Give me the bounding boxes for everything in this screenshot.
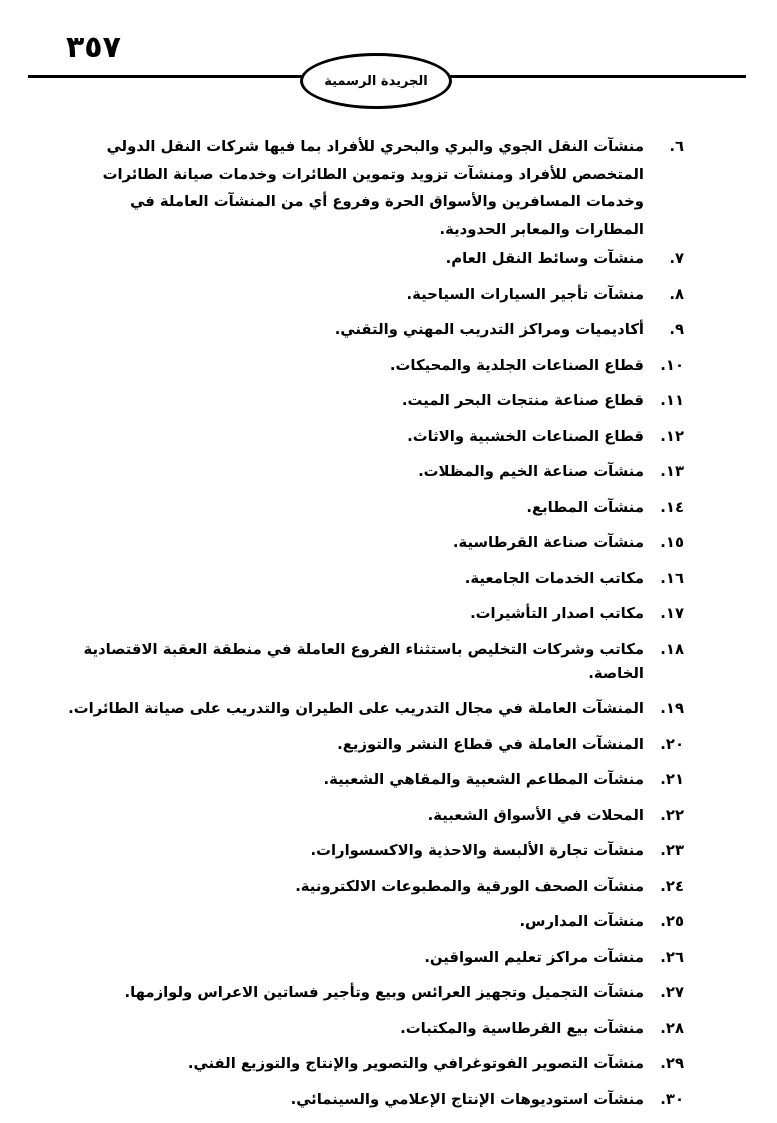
- item-number: ١٨.: [660, 640, 684, 658]
- list-item: [64, 946, 684, 970]
- item-number: ٢٠.: [660, 735, 684, 753]
- item-text: منشآت استوديوهات الإنتاج الإعلامي والسينمائي.: [290, 1090, 644, 1108]
- item-text: مكاتب الخدمات الجامعية.: [464, 569, 644, 587]
- list-item: [64, 638, 684, 686]
- item-number: ٢٧.: [660, 984, 684, 1001]
- list-item: [64, 247, 684, 271]
- item-number: ١٥.: [660, 534, 684, 551]
- item-text: منشآت التصوير الفوتوغرافي والتصوير والإنتاج والتوزيع الفني.: [187, 1055, 644, 1072]
- item-text: منشآت تأجير السيارات السياحية.: [406, 285, 644, 303]
- item-number: ٦.: [669, 138, 684, 155]
- list-item: [64, 804, 684, 828]
- item-number: ٢١.: [660, 771, 684, 788]
- item-text: منشآت المطابع.: [526, 498, 644, 516]
- item-number: ١٦.: [660, 569, 684, 587]
- list-item: [64, 875, 684, 899]
- list-item: [64, 733, 684, 757]
- item-number: ٢٩.: [660, 1055, 684, 1072]
- list-item: [64, 697, 684, 721]
- item-text: منشآت صناعة القرطاسية.: [452, 534, 644, 551]
- item-text: منشآت صناعة الخيم والمظلات.: [418, 463, 644, 480]
- list-item: [64, 496, 684, 520]
- item-number: ٩.: [669, 321, 684, 338]
- list-item: [64, 531, 684, 555]
- item-number: ١٠.: [660, 356, 684, 374]
- item-text: منشآت بيع القرطاسية والمكتبات.: [400, 1019, 644, 1037]
- list-item: [64, 981, 684, 1005]
- list-item: [64, 1088, 684, 1112]
- item-text: قطاع الصناعات الخشبية والاثاث.: [407, 427, 644, 445]
- item-text: مكاتب اصدار التأشيرات.: [470, 605, 644, 622]
- item-number: ٢٤.: [660, 877, 684, 895]
- item-text: قطاع صناعة منتجات البحر الميت.: [401, 392, 644, 409]
- item-text: منشآت وسائط النقل العام.: [445, 250, 644, 267]
- page-number: ٣٥٧: [66, 30, 121, 65]
- gazette-title: الجريدة الرسمية: [324, 73, 428, 89]
- list-item: [64, 354, 684, 378]
- item-number: ٢٨.: [660, 1019, 684, 1037]
- list-item: [64, 460, 684, 484]
- item-text: أكاديميات ومراكز التدريب المهني والتقني.: [334, 321, 644, 338]
- item-text: منشآت تجارة الألبسة والاحذية والاكسسوارات.: [310, 842, 644, 859]
- item-number: ٧.: [669, 250, 684, 267]
- item-text: قطاع الصناعات الجلدية والمحيكات.: [389, 356, 644, 374]
- list-item: [64, 133, 684, 243]
- item-number: ٢٥.: [660, 913, 684, 930]
- item-text: المحلات في الأسواق الشعبية.: [427, 806, 644, 824]
- list-item: [64, 1052, 684, 1076]
- list-item: [64, 1017, 684, 1041]
- item-text: منشآت المدارس.: [519, 913, 644, 930]
- item-number: ٢٣.: [660, 842, 684, 859]
- list-item: [64, 768, 684, 792]
- list-item: [64, 283, 684, 307]
- item-list: [64, 133, 684, 1123]
- list-item: [64, 318, 684, 342]
- list-item: [64, 839, 684, 863]
- list-item: [64, 602, 684, 626]
- list-item: [64, 567, 684, 591]
- item-text: المنشآت العاملة في مجال التدريب على الطيران والتدريب على صيانة الطائرات.: [68, 700, 644, 717]
- item-number: ٢٦.: [660, 948, 684, 966]
- item-number: ٢٢.: [660, 806, 684, 824]
- item-text: منشآت مراكز تعليم السواقين.: [424, 948, 644, 966]
- list-item: [64, 425, 684, 449]
- item-number: ١٧.: [660, 605, 684, 622]
- item-number: ١٩.: [660, 700, 684, 717]
- item-text: منشآت النقل الجوي والبري والبحري للأفراد بما فيها شركات النقل الدولي المتخصص للأفراد ومنشآت تزويد وتموين الطائرات وخدمات صيانة الطائرات وخدمات المسافرين والأسواق الحرة وفروع أي من المنشآت العاملة في المطارات والمعابر الحدودية.: [102, 138, 644, 238]
- item-text: مكاتب وشركات التخليص باستثناء الفروع العاملة في منطقة العقبة الاقتصادية الخاصة.: [83, 640, 644, 682]
- list-item: [64, 389, 684, 413]
- list-item: [64, 910, 684, 934]
- item-text: المنشآت العاملة في قطاع النشر والتوزيع.: [337, 735, 644, 753]
- item-number: ١٣.: [660, 463, 684, 480]
- item-number: ١١.: [660, 392, 684, 409]
- gazette-title-oval: [300, 53, 452, 109]
- item-text: منشآت المطاعم الشعبية والمقاهي الشعبية.: [323, 771, 644, 788]
- item-number: ١٢.: [660, 427, 684, 445]
- item-number: ٨.: [669, 285, 684, 303]
- item-number: ١٤.: [660, 498, 684, 516]
- item-text: منشآت التجميل وتجهيز العرائس وبيع وتأجير فساتين الاعراس ولوازمها.: [124, 984, 644, 1001]
- item-text: منشآت الصحف الورقية والمطبوعات الالكترونية.: [295, 877, 644, 895]
- item-number: ٣٠.: [660, 1090, 684, 1108]
